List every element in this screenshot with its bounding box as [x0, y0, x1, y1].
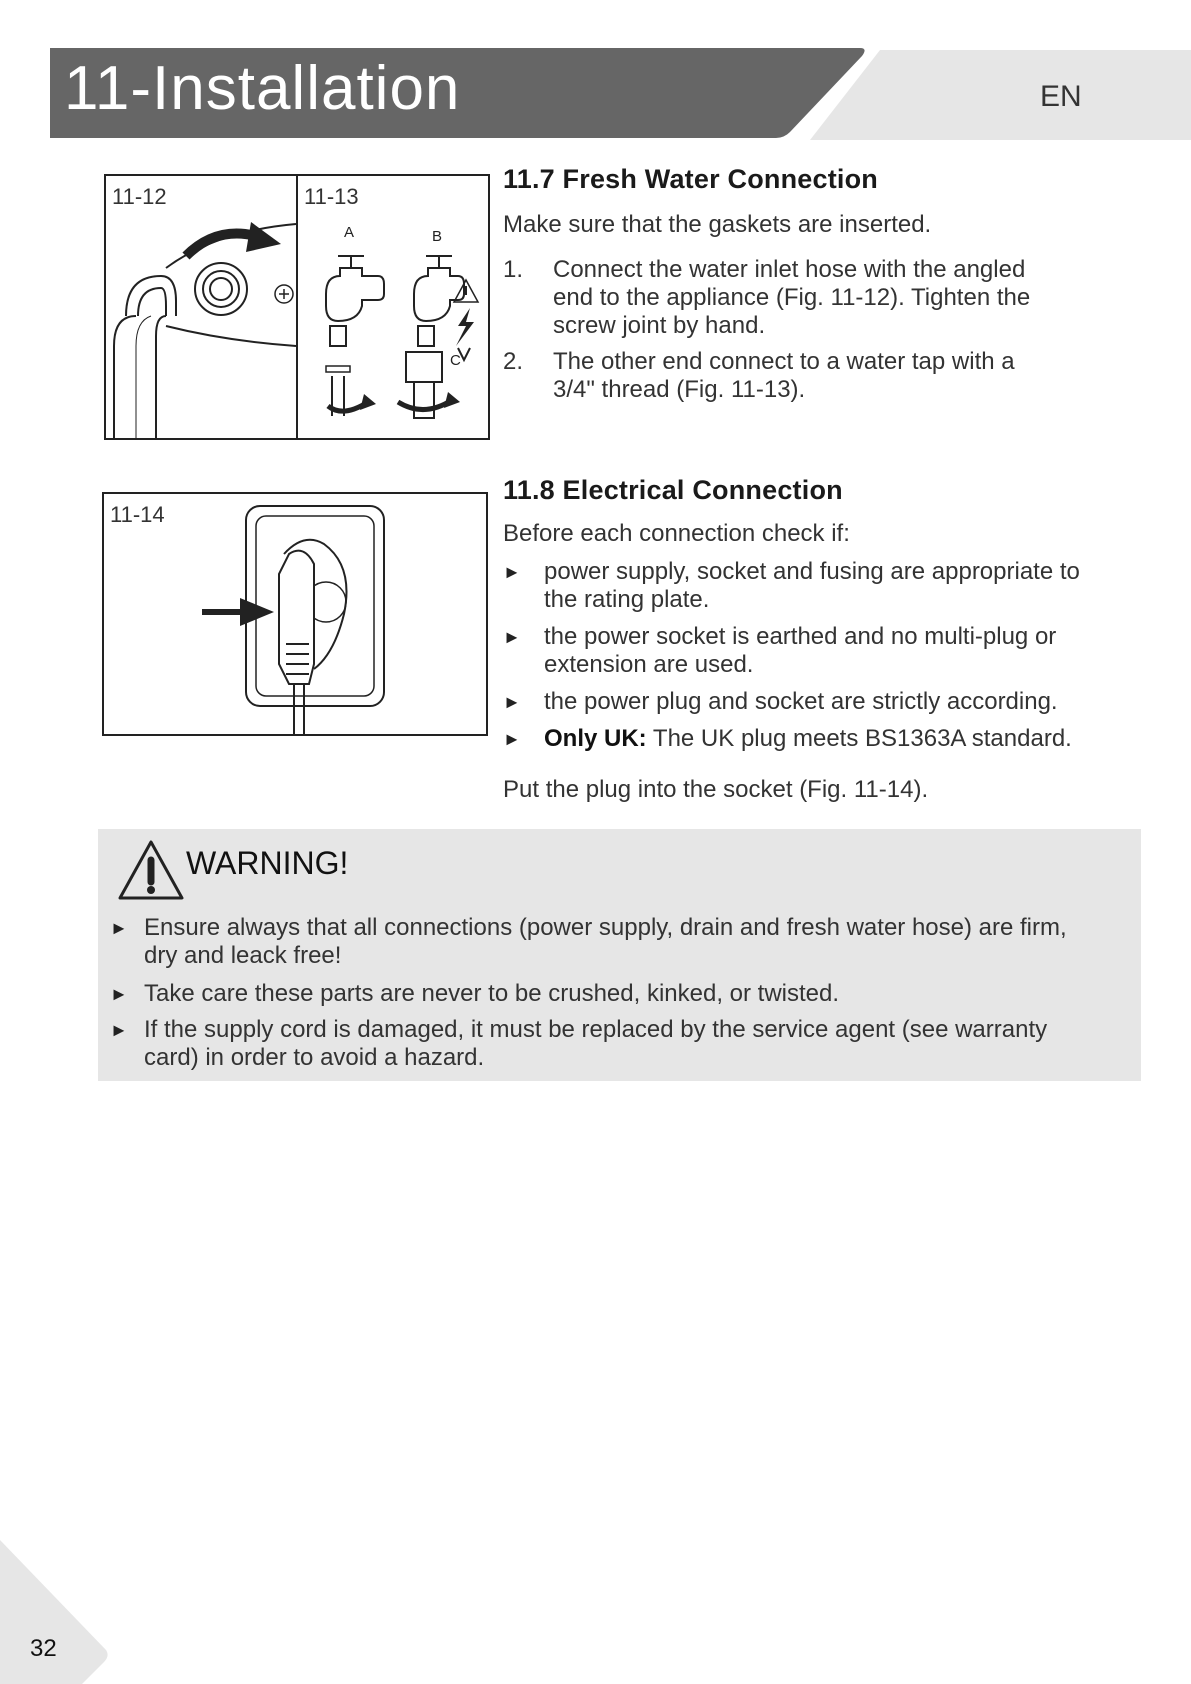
plug-illustration: [104, 494, 486, 734]
bullet-icon: ►: [503, 692, 521, 712]
figure-water-tap: [296, 174, 490, 440]
bullet-icon: ►: [503, 562, 521, 582]
label-a: A: [344, 224, 355, 241]
step-text: Connect the water inlet hose with the angled end to the appliance (Fig. 11-12). Tighten the screw joint by hand.: [553, 256, 1031, 339]
bullet-icon: ►: [110, 918, 128, 938]
hose-inlet-illustration: [106, 176, 298, 438]
uk-text: The UK plug meets BS1363A standard.: [646, 725, 1072, 752]
fresh-water-intro: Make sure that the gaskets are inserted.: [503, 211, 932, 238]
figure-label: 11-14: [110, 502, 165, 527]
warning-item: Take care these parts are never to be crushed, kinked, or twisted.: [144, 980, 840, 1007]
page-number: 32: [30, 1635, 57, 1662]
bullet-icon: ►: [110, 1020, 128, 1040]
tap-illustration: [298, 176, 488, 438]
section-heading-fresh-water: 11.7 Fresh Water Connection: [503, 164, 878, 194]
electrical-outro: Put the plug into the socket (Fig. 11-14).: [503, 776, 929, 803]
label-b: B: [432, 228, 443, 245]
check-item-uk: [544, 725, 1072, 753]
warning-item: Ensure always that all connections (power supply, drain and fresh water hose) are firm, dry and leack free!: [144, 914, 1067, 969]
warning-title: WARNING!: [186, 845, 349, 881]
language-code: EN: [1040, 80, 1082, 113]
page-title: 11-Installation: [64, 54, 461, 123]
check-item: power supply, socket and fusing are appropriate to the rating plate.: [544, 558, 1080, 613]
warning-triangle-icon: [116, 838, 186, 902]
step-text: The other end connect to a water tap with a 3/4" thread (Fig. 11-13).: [553, 348, 1015, 403]
label-c: C: [450, 352, 461, 369]
header-language-tab: [810, 50, 1191, 140]
figure-label: 11-12: [112, 184, 167, 209]
figure-hose-connection: [104, 174, 300, 440]
step-number: 1.: [503, 256, 524, 283]
check-item: the power plug and socket are strictly according.: [544, 688, 1058, 715]
figure-plug-socket: [102, 492, 488, 736]
check-item: the power socket is earthed and no multi-plug or extension are used.: [544, 623, 1057, 678]
bullet-icon: ►: [110, 984, 128, 1004]
uk-label: Only UK:: [544, 725, 647, 752]
electrical-intro: Before each connection check if:: [503, 520, 850, 547]
figure-label: 11-13: [304, 184, 359, 209]
warning-item: If the supply cord is damaged, it must be replaced by the service agent (see warranty card) in order to avoid a hazard.: [144, 1016, 1048, 1071]
step-number: 2.: [503, 348, 524, 375]
bullet-icon: ►: [503, 627, 521, 647]
bullet-icon: ►: [503, 729, 521, 749]
section-heading-electrical: 11.8 Electrical Connection: [503, 475, 843, 505]
